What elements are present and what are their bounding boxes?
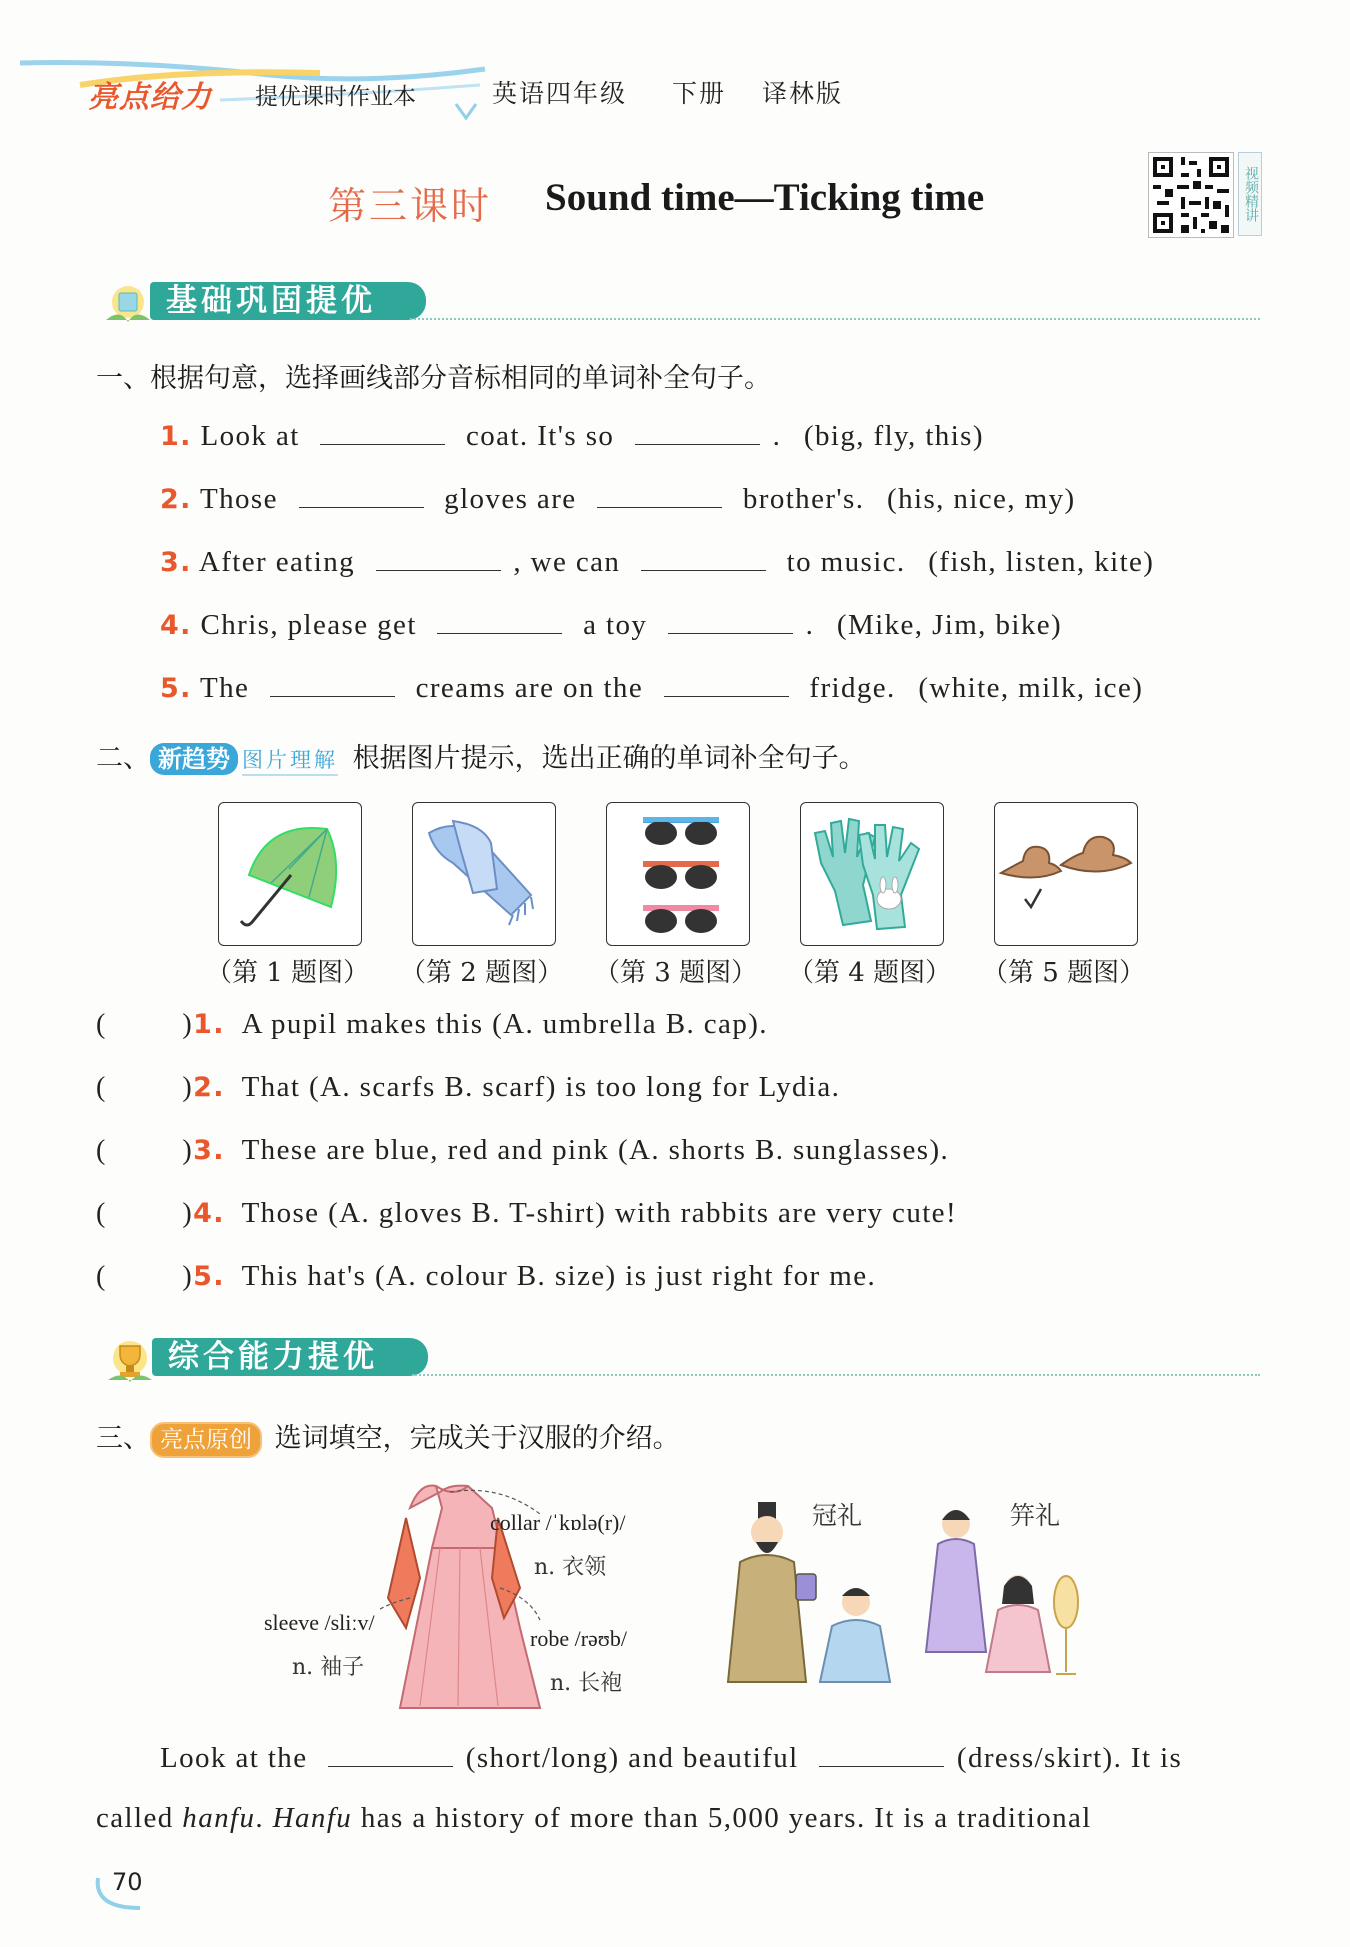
- grade-label: 英语四年级: [492, 79, 628, 108]
- scarf-icon: [413, 803, 555, 945]
- lesson-title: Sound time—Ticking time: [545, 176, 985, 219]
- passage-text: (short/long) and beautiful: [465, 1742, 799, 1774]
- section-divider: [412, 1374, 1260, 1376]
- part3-label: 三、: [96, 1423, 150, 1454]
- lesson-number: 第三课时: [328, 184, 493, 228]
- capping-ceremony-label: 冠礼: [812, 1501, 863, 1530]
- fill-item-1: [160, 418, 984, 453]
- item-text: to music.: [786, 546, 906, 578]
- passage-text: Hanfu: [272, 1802, 353, 1834]
- answer-bracket[interactable]: ( ): [96, 1072, 194, 1103]
- scarf-picture: [412, 802, 556, 946]
- answer-bracket[interactable]: ( ): [96, 1135, 194, 1166]
- item-text: After eating: [198, 546, 355, 578]
- gloves-picture: [800, 802, 944, 946]
- answer-bracket[interactable]: ( ): [96, 1198, 194, 1229]
- collar-label: collar /ˈkɒlə(r)/: [490, 1510, 626, 1535]
- item-number: 3.: [193, 1135, 225, 1166]
- book-name: 提优课时作业本: [255, 84, 416, 110]
- item-number: 5.: [160, 673, 192, 704]
- part3-instruction: 选词填空，完成关于汉服的介绍。: [274, 1423, 680, 1454]
- choice-item-1: [96, 1008, 768, 1041]
- picture-caption-3: （第 3 题图）: [594, 958, 758, 988]
- choice-item-4: [96, 1197, 957, 1230]
- item-number: 1.: [160, 421, 192, 452]
- item-options: (big, fly, this): [803, 420, 984, 452]
- item-text: fridge.: [809, 672, 896, 704]
- fill-item-3: [160, 544, 1154, 579]
- section-title-comprehensive: 综合能力提优: [152, 1338, 428, 1376]
- picture-caption-4: （第 4 题图）: [788, 958, 952, 988]
- sunglasses-icon: [607, 803, 749, 945]
- item-text: This hat's (A. colour B. size) is just right for me.: [241, 1260, 877, 1292]
- gloves-icon: [801, 803, 943, 945]
- original-badge: 亮点原创: [150, 1422, 262, 1458]
- answer-blank[interactable]: [641, 544, 766, 571]
- part2-heading: [96, 736, 866, 776]
- page-number: 70: [112, 1868, 143, 1896]
- part2-instruction: 根据图片提示，选出正确的单词补全句子。: [352, 743, 866, 774]
- choice-item-3: [96, 1134, 949, 1167]
- sleeve-label: sleeve /sliːv/: [264, 1610, 375, 1635]
- item-text: gloves are: [444, 483, 577, 515]
- robe-meaning: n. 长袍: [550, 1671, 623, 1696]
- answer-blank[interactable]: [437, 607, 562, 634]
- item-text: brother's.: [742, 483, 865, 515]
- item-options: (his, nice, my): [887, 483, 1076, 515]
- answer-blank[interactable]: [597, 481, 722, 508]
- item-number: 3.: [160, 547, 192, 578]
- sleeve-meaning: n. 袖子: [292, 1655, 365, 1680]
- passage-text: has a history of more than 5,000 years. It is a traditional: [360, 1802, 1092, 1834]
- answer-blank[interactable]: [299, 481, 424, 508]
- answer-bracket[interactable]: ( ): [96, 1009, 194, 1040]
- picture-understanding-badge: 图片理解: [242, 744, 338, 776]
- answer-blank[interactable]: [819, 1740, 944, 1767]
- sunglasses-picture: [606, 802, 750, 946]
- item-number: 4.: [193, 1198, 225, 1229]
- answer-blank[interactable]: [668, 607, 793, 634]
- item-text: A pupil makes this (A. umbrella B. cap).: [241, 1008, 768, 1040]
- item-text: Those (A. gloves B. T-shirt) with rabbits are very cute!: [241, 1197, 958, 1229]
- part1-label: 一、: [96, 363, 150, 394]
- choice-item-5: [96, 1260, 876, 1293]
- hairpin-ceremony-label: 笄礼: [1010, 1501, 1061, 1530]
- item-text: Look at: [200, 420, 300, 452]
- item-options: (fish, listen, kite): [928, 546, 1155, 578]
- item-number: 4.: [160, 610, 192, 641]
- qr-code-icon[interactable]: [1148, 152, 1234, 238]
- item-options: (white, milk, ice): [918, 672, 1144, 704]
- passage-text: hanfu: [182, 1802, 256, 1834]
- picture-caption-2: （第 2 题图）: [400, 958, 564, 988]
- passage-text: (dress/skirt). It is: [956, 1742, 1183, 1774]
- item-number: 2.: [160, 484, 192, 515]
- fill-item-4: [160, 607, 1062, 642]
- item-text: Those: [199, 483, 278, 515]
- item-number: 5.: [193, 1261, 225, 1292]
- passage-text: .: [255, 1802, 265, 1834]
- umbrella-picture: [218, 802, 362, 946]
- trophy-icon: [102, 1336, 158, 1386]
- item-number: 1.: [193, 1009, 225, 1040]
- item-text: a toy: [583, 609, 648, 641]
- answer-blank[interactable]: [376, 544, 501, 571]
- brand-logo: 亮点给力: [88, 80, 212, 115]
- part2-label: 二、: [96, 743, 150, 774]
- picture-caption-1: （第 1 题图）: [206, 958, 370, 988]
- item-number: 2.: [193, 1072, 225, 1103]
- passage-text: called: [96, 1802, 174, 1834]
- header-pin-icon: [454, 100, 478, 122]
- part3-heading: [96, 1416, 680, 1458]
- answer-blank[interactable]: [635, 418, 760, 445]
- answer-blank[interactable]: [664, 670, 789, 697]
- item-text: The: [199, 672, 250, 704]
- fill-item-5: [160, 670, 1143, 705]
- answer-blank[interactable]: [270, 670, 395, 697]
- choice-item-2: [96, 1071, 840, 1104]
- picture-caption-5: （第 5 题图）: [982, 958, 1146, 988]
- sprout-icon: [100, 280, 156, 330]
- qr-video-label: 视频精讲: [1238, 152, 1262, 236]
- part1-instruction: 根据句意，选择画线部分音标相同的单词补全句子。: [150, 363, 771, 394]
- volume-label: 下册: [672, 79, 727, 108]
- section-divider: [410, 318, 1260, 320]
- item-text: These are blue, red and pink (A. shorts B. sunglasses).: [241, 1134, 950, 1166]
- item-text: .: [805, 609, 815, 641]
- hats-picture: [994, 802, 1138, 946]
- fill-item-2: [160, 481, 1076, 516]
- item-text: That (A. scarfs B. scarf) is too long for Lydia.: [241, 1071, 841, 1103]
- collar-meaning: n. 衣领: [534, 1555, 607, 1580]
- item-text: .: [772, 420, 782, 452]
- robe-label: robe /rəʊb/: [530, 1626, 627, 1651]
- passage-line-2: [96, 1802, 1092, 1835]
- publisher-label: 译林版: [762, 79, 844, 108]
- hat-icon: [995, 803, 1137, 945]
- item-text: creams are on the: [415, 672, 644, 704]
- new-trend-badge: 新趋势: [150, 743, 238, 775]
- answer-blank[interactable]: [320, 418, 445, 445]
- umbrella-icon: [219, 803, 361, 945]
- item-text: coat. It's so: [466, 420, 615, 452]
- section-title-basic: 基础巩固提优: [150, 282, 426, 320]
- answer-bracket[interactable]: ( ): [96, 1261, 194, 1292]
- passage-line-1: [160, 1740, 1182, 1775]
- answer-blank[interactable]: [328, 1740, 453, 1767]
- item-text: Chris, please get: [200, 609, 417, 641]
- item-options: (Mike, Jim, bike): [836, 609, 1063, 641]
- part1-heading: [96, 356, 771, 395]
- item-text: , we can: [513, 546, 621, 578]
- passage-text: Look at the: [160, 1742, 308, 1774]
